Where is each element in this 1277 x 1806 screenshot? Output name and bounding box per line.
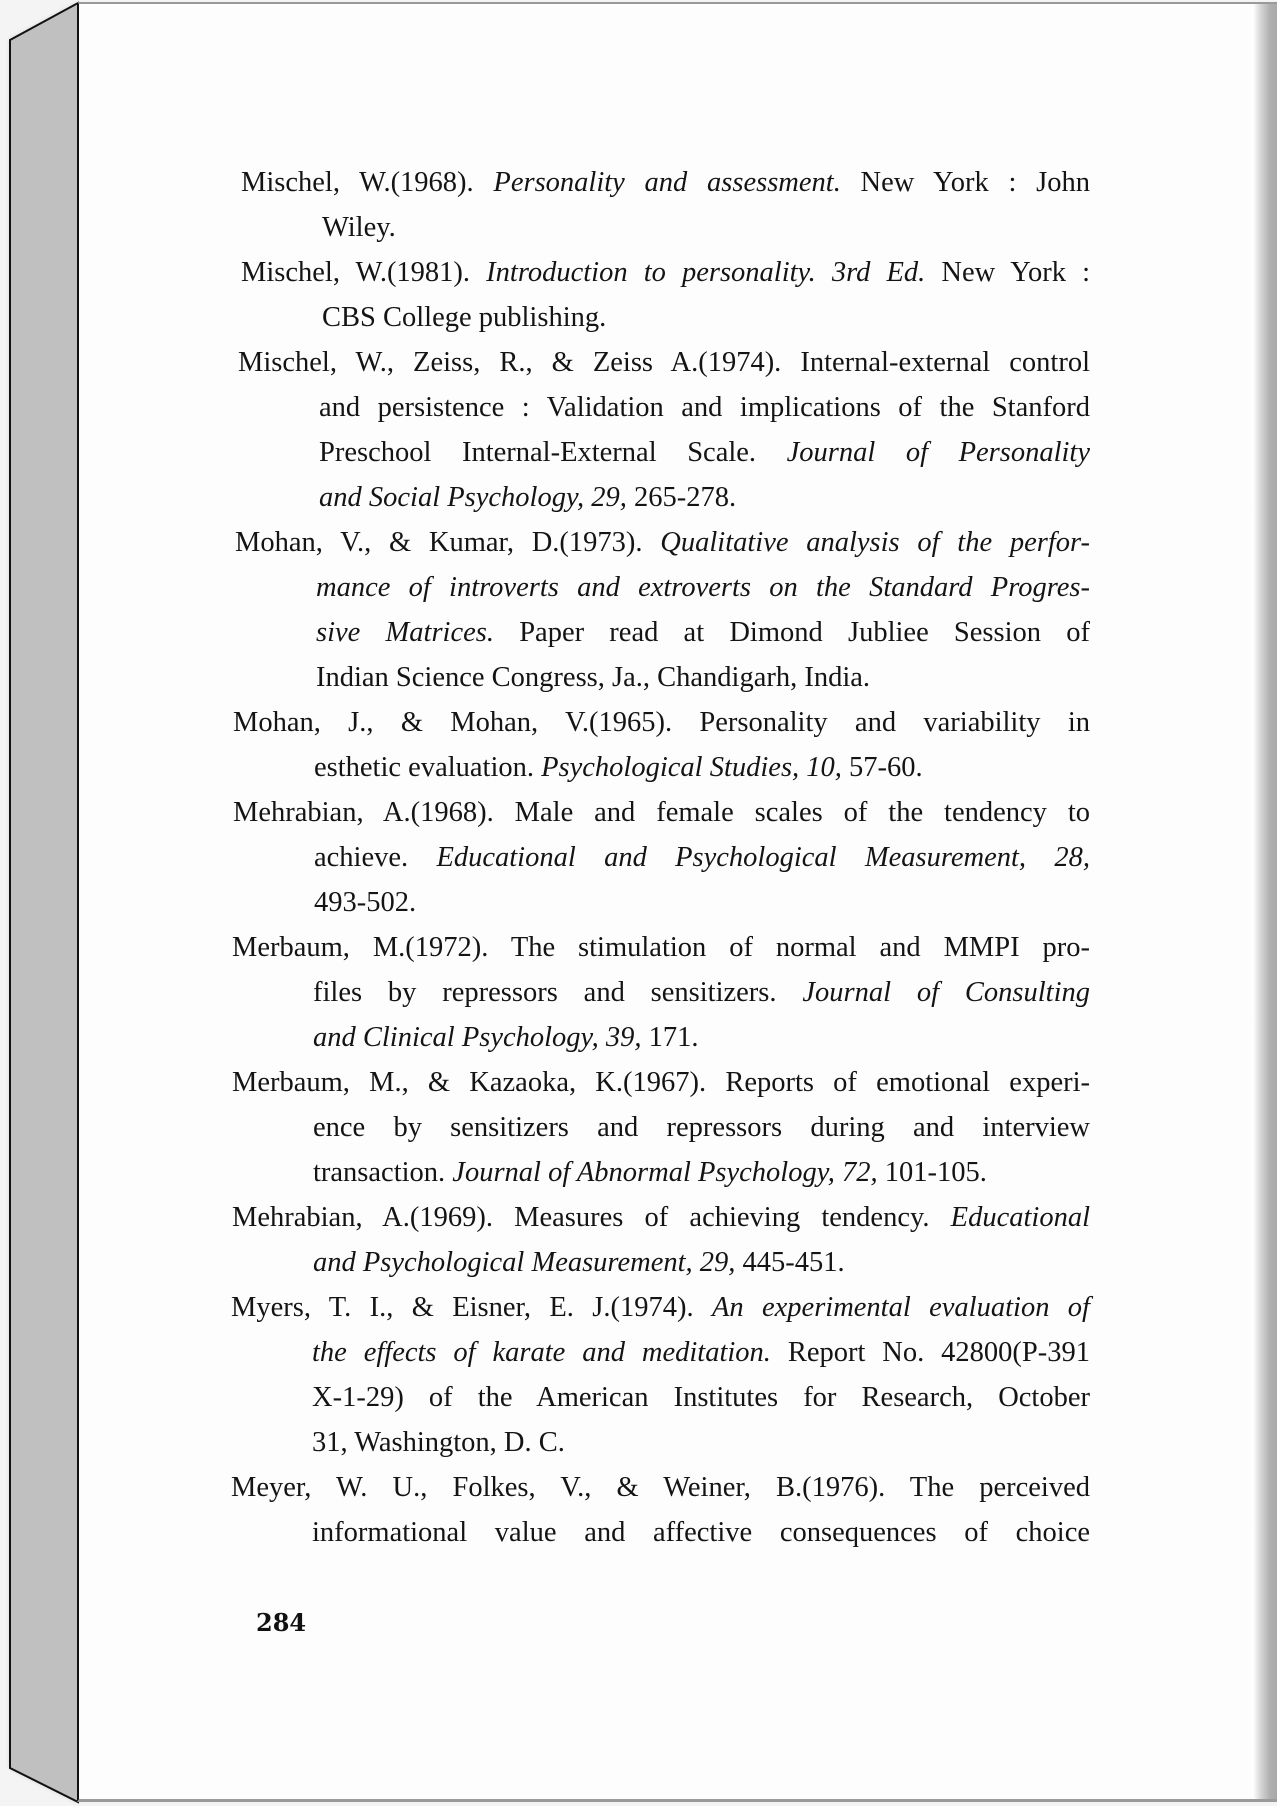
reference-first-line	[241, 250, 1090, 295]
reference-first-line	[241, 160, 1090, 205]
reference-entry	[232, 1060, 1090, 1195]
italic-title-text: the effects of karate and meditation.	[312, 1337, 771, 1368]
reference-first-line	[231, 1465, 1090, 1510]
reference-text: Mischel, W., Zeiss, R., & Zeiss A.(1974). Internal-external control	[238, 347, 1090, 378]
reference-entry	[231, 1465, 1090, 1555]
reference-text: Mischel, W.(1968).	[241, 167, 494, 198]
reference-text: achieve.	[314, 842, 437, 873]
reference-text: Mischel, W.(1981).	[241, 257, 487, 288]
italic-title-text: Journal of Consulting	[802, 977, 1090, 1008]
reference-text: Mohan, J., & Mohan, V.(1965). Personality and variability in	[233, 707, 1090, 738]
italic-title-text: and Social Psychology, 29,	[319, 482, 627, 513]
reference-text: Mehrabian, A.(1968). Male and female scales of the tendency to	[233, 797, 1090, 828]
book-spine	[0, 0, 80, 1806]
reference-continuation-line	[322, 295, 1090, 340]
italic-title-text: Qualitative analysis of the perfor-	[660, 527, 1091, 558]
reference-text: Indian Science Congress, Ja., Chandigarh, India.	[316, 662, 871, 693]
reference-text: Paper read at Dimond Jubliee Session of	[493, 617, 1090, 648]
reference-continuation-line	[314, 745, 1090, 790]
reference-first-line	[238, 340, 1090, 385]
reference-continuation-line	[312, 1330, 1090, 1375]
reference-entry	[241, 250, 1090, 340]
italic-title-text: Educational and Psychological Measurement, 28,	[436, 842, 1090, 873]
reference-first-line	[235, 520, 1090, 565]
reference-first-line	[233, 700, 1090, 745]
reference-text: 171.	[641, 1022, 699, 1053]
italic-title-text: An experimental evaluation of	[711, 1292, 1090, 1323]
italic-title-text: sive Matrices.	[316, 617, 494, 648]
italic-title-text: Psychological Studies, 10,	[541, 752, 842, 783]
reference-text: New York :	[925, 257, 1090, 288]
reference-text: CBS College publishing.	[322, 302, 607, 333]
reference-text: transaction.	[313, 1157, 453, 1188]
reference-entry	[241, 160, 1090, 250]
reference-continuation-line	[316, 565, 1090, 610]
reference-text: 57-60.	[841, 752, 923, 783]
reference-text: 493-502.	[314, 887, 417, 918]
italic-title-text: and Clinical Psychology, 39,	[313, 1022, 642, 1053]
reference-continuation-line	[313, 1240, 1090, 1285]
reference-text: informational value and affective consequences of choice	[312, 1517, 1090, 1548]
italic-title-text: mance of introverts and extroverts on the Standard Progres-	[316, 572, 1090, 603]
reference-text: 31, Washington, D. C.	[312, 1427, 565, 1458]
reference-continuation-line	[313, 970, 1090, 1015]
reference-continuation-line	[319, 430, 1090, 475]
reference-first-line	[232, 1195, 1090, 1240]
reference-first-line	[233, 790, 1090, 835]
reference-text: Preschool Internal-External Scale.	[319, 437, 787, 468]
reference-entry	[238, 340, 1090, 520]
reference-continuation-line	[312, 1510, 1090, 1555]
reference-continuation-line	[314, 835, 1090, 880]
reference-continuation-line	[316, 655, 1090, 700]
reference-text: Mohan, V., & Kumar, D.(1973).	[235, 527, 661, 558]
reference-continuation-line	[312, 1420, 1090, 1465]
reference-text: and persistence : Validation and implications of the Stanford	[319, 392, 1090, 423]
reference-text: Wiley.	[322, 212, 396, 243]
reference-entry	[232, 1195, 1090, 1285]
reference-continuation-line	[319, 475, 1090, 520]
reference-continuation-line	[322, 205, 1090, 250]
reference-text: X-1-29) of the American Institutes for Research, October	[312, 1382, 1090, 1413]
italic-title-text: Introduction to personality. 3rd Ed.	[486, 257, 926, 288]
reference-continuation-line	[313, 1015, 1090, 1060]
reference-first-line	[232, 1060, 1090, 1105]
page-edge-shadow	[1253, 4, 1277, 1799]
reference-text: Meyer, W. U., Folkes, V., & Weiner, B.(1976). The perceived	[231, 1472, 1090, 1503]
reference-text: 265-278.	[626, 482, 737, 513]
reference-continuation-line	[314, 880, 1090, 925]
reference-text: files by repressors and sensitizers.	[313, 977, 803, 1008]
italic-title-text: Journal of Personality	[786, 437, 1090, 468]
reference-entry	[233, 790, 1090, 925]
reference-text: 445-451.	[735, 1247, 845, 1278]
italic-title-text: Educational	[950, 1202, 1090, 1233]
reference-first-line	[232, 925, 1090, 970]
reference-text: New York : John	[840, 167, 1090, 198]
reference-text: esthetic evaluation.	[314, 752, 542, 783]
reference-text: 101-105.	[877, 1157, 987, 1188]
reference-text: ence by sensitizers and repressors during and interview	[313, 1112, 1090, 1143]
reference-continuation-line	[313, 1150, 1090, 1195]
reference-text: Myers, T. I., & Eisner, E. J.(1974).	[231, 1292, 712, 1323]
reference-continuation-line	[316, 610, 1090, 655]
reference-text: Merbaum, M., & Kazaoka, K.(1967). Reports of emotional experi-	[232, 1067, 1090, 1098]
reference-entry	[232, 925, 1090, 1060]
reference-first-line	[231, 1285, 1090, 1330]
page-number: 284	[256, 1608, 307, 1637]
italic-title-text: Journal of Abnormal Psychology, 72,	[452, 1157, 878, 1188]
reference-text: Mehrabian, A.(1969). Measures of achieving tendency.	[232, 1202, 951, 1233]
reference-continuation-line	[313, 1105, 1090, 1150]
reference-continuation-line	[312, 1375, 1090, 1420]
italic-title-text: Personality and assessment.	[493, 167, 841, 198]
reference-entry	[231, 1285, 1090, 1465]
reference-continuation-line	[319, 385, 1090, 430]
reference-entry	[233, 700, 1090, 790]
reference-text: Merbaum, M.(1972). The stimulation of normal and MMPI pro-	[232, 932, 1090, 963]
reference-text: Report No. 42800(P-391	[770, 1337, 1091, 1368]
reference-entry	[235, 520, 1090, 700]
italic-title-text: and Psychological Measurement, 29,	[313, 1247, 736, 1278]
